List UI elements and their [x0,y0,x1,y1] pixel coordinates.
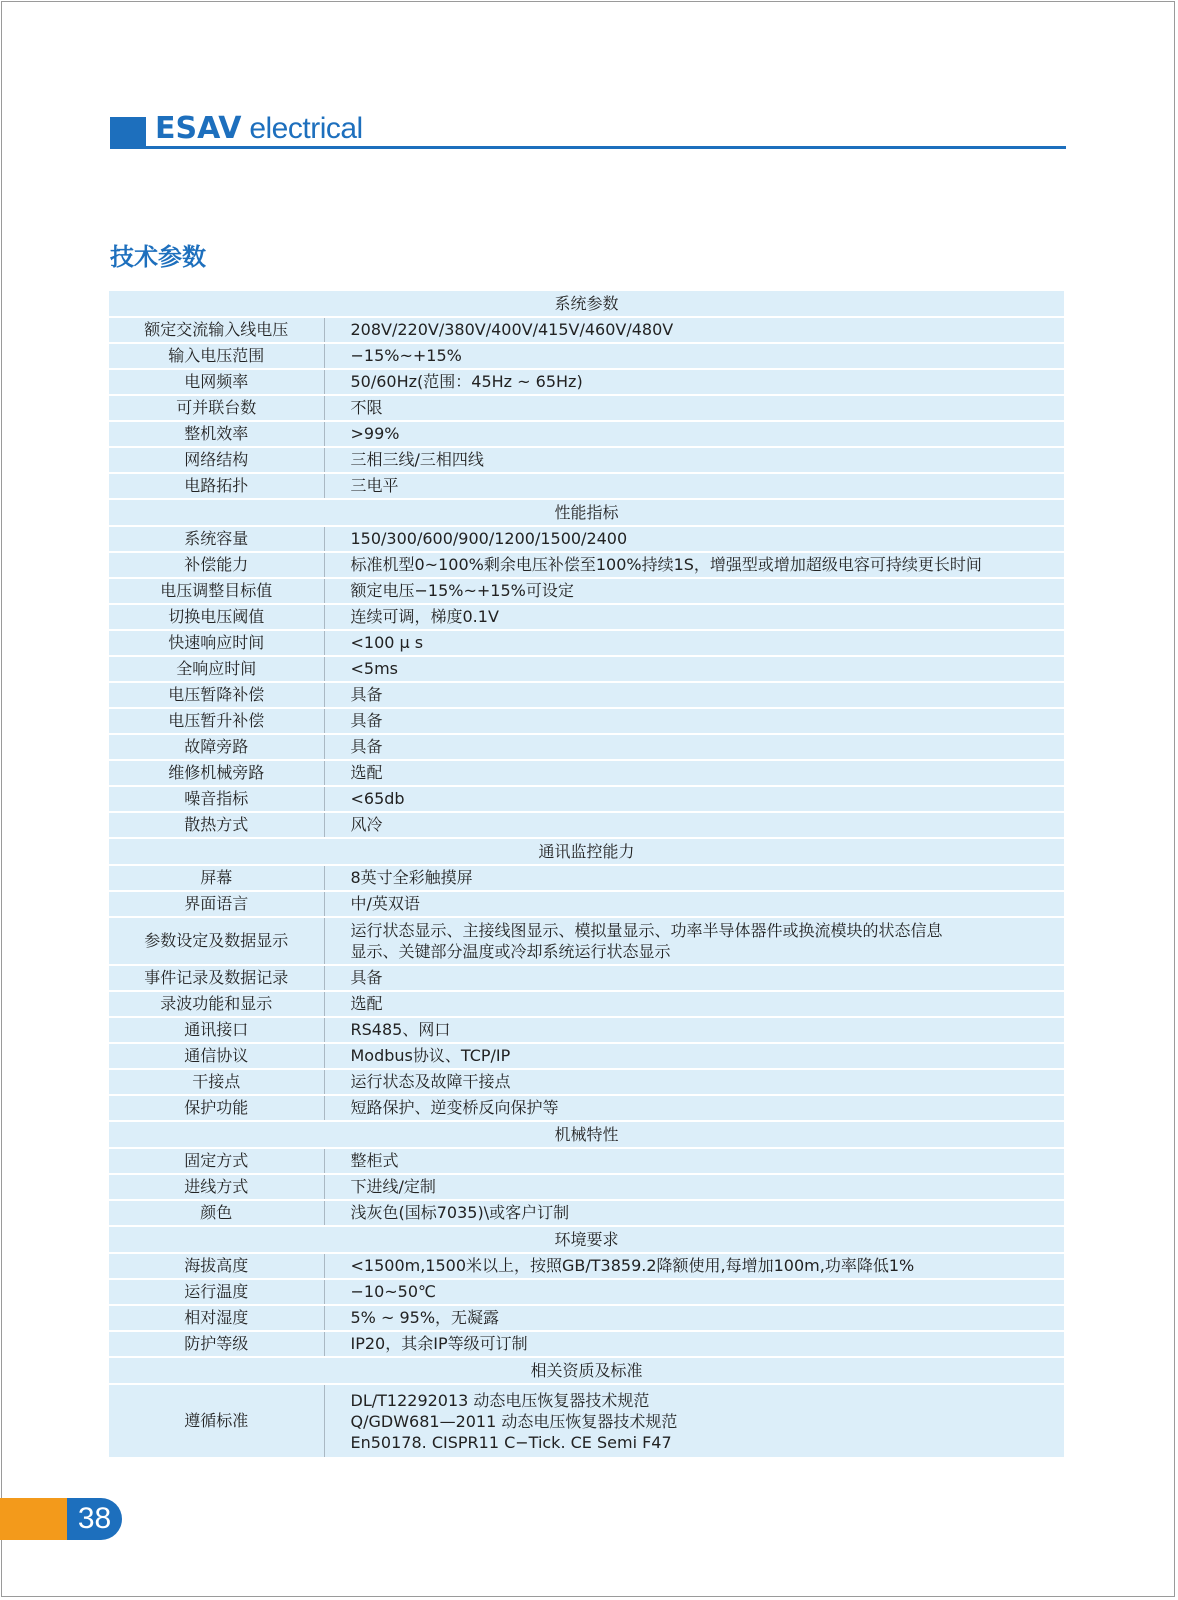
brand-light: electrical [241,112,363,145]
group-header-row [109,838,1064,865]
spec-row [109,682,1064,708]
spec-label: 电网频率 [109,369,324,395]
spec-label: 电路拓扑 [109,473,324,499]
spec-value: <1500m,1500米以上，按照GB/T3859.2降额使用,每增加100m,功率降低1% [324,1253,1064,1279]
spec-row [109,421,1064,447]
spec-row [109,891,1064,917]
spec-row [109,1384,1064,1458]
spec-label: 保护功能 [109,1095,324,1121]
spec-row [109,1305,1064,1331]
spec-row [109,760,1064,786]
spec-value: <100 μ s [324,630,1064,656]
spec-row [109,578,1064,604]
spec-row [109,991,1064,1017]
spec-value: 标准机型0~100%剩余电压补偿至100%持续1S，增强型或增加超级电容可持续更长时间 [324,552,1064,578]
spec-label: 遵循标准 [109,1384,324,1458]
group-header-row [109,291,1064,317]
spec-row [109,630,1064,656]
spec-label: 可并联台数 [109,395,324,421]
group-header-row [109,499,1064,526]
spec-row [109,865,1064,891]
brand-logo [155,111,363,147]
spec-label: 输入电压范围 [109,343,324,369]
spec-label: 整机效率 [109,421,324,447]
page-number: 38 [67,1498,122,1540]
spec-row [109,1017,1064,1043]
spec-row [109,734,1064,760]
spec-row [109,812,1064,838]
spec-value: 运行状态及故障干接点 [324,1069,1064,1095]
spec-label: 相对湿度 [109,1305,324,1331]
spec-value: 选配 [324,991,1064,1017]
spec-row [109,1253,1064,1279]
spec-label: 屏幕 [109,865,324,891]
spec-row [109,369,1064,395]
spec-value: 额定电压−15%~+15%可设定 [324,578,1064,604]
group-title: 系统参数 [109,291,1064,317]
spec-row [109,1279,1064,1305]
spec-row [109,1095,1064,1121]
spec-value: −15%~+15% [324,343,1064,369]
spec-row [109,1200,1064,1226]
page-accent-bar [0,1498,72,1540]
spec-value: 150/300/600/900/1200/1500/2400 [324,526,1064,552]
spec-label: 网络结构 [109,447,324,473]
spec-label: 电压调整目标值 [109,578,324,604]
spec-row [109,473,1064,499]
group-title: 相关资质及标准 [109,1357,1064,1384]
spec-row [109,1331,1064,1357]
spec-value: 具备 [324,682,1064,708]
spec-row [109,1174,1064,1200]
spec-value: 中/英双语 [324,891,1064,917]
spec-row [109,317,1064,343]
spec-row [109,1069,1064,1095]
spec-label: 全响应时间 [109,656,324,682]
spec-value: 具备 [324,708,1064,734]
spec-row [109,965,1064,991]
group-title: 环境要求 [109,1226,1064,1253]
header-divider [110,146,1066,149]
spec-value: 不限 [324,395,1064,421]
spec-value: 浅灰色(国标7035)\或客户订制 [324,1200,1064,1226]
spec-row [109,604,1064,630]
group-header-row [109,1357,1064,1384]
spec-table [109,291,1064,1459]
spec-row [109,552,1064,578]
spec-label: 通信协议 [109,1043,324,1069]
spec-value: 50/60Hz(范围：45Hz ~ 65Hz) [324,369,1064,395]
spec-value-line: DL/T12292013 动态电压恢复器技术规范 [350,1390,650,1410]
spec-label: 额定交流输入线电压 [109,317,324,343]
spec-value: >99% [324,421,1064,447]
spec-table-body [109,291,1064,1458]
spec-value: 8英寸全彩触摸屏 [324,865,1064,891]
spec-label: 故障旁路 [109,734,324,760]
spec-value: 具备 [324,965,1064,991]
spec-value: <65db [324,786,1064,812]
spec-label: 快速响应时间 [109,630,324,656]
group-title: 通讯监控能力 [109,838,1064,865]
spec-label: 防护等级 [109,1331,324,1357]
spec-label: 颜色 [109,1200,324,1226]
spec-label: 运行温度 [109,1279,324,1305]
spec-value-multiline [324,917,1064,965]
spec-label: 固定方式 [109,1148,324,1174]
logo-square [110,117,146,148]
spec-value-line: En50178. CISPR11 C−Tick. CE Semi F47 [350,1432,672,1452]
spec-value: 短路保护、逆变桥反向保护等 [324,1095,1064,1121]
spec-label: 系统容量 [109,526,324,552]
section-title: 技术参数 [110,243,206,271]
spec-label: 维修机械旁路 [109,760,324,786]
spec-row [109,447,1064,473]
spec-value-line: 运行状态显示、主接线图显示、模拟量显示、功率半导体器件或换流模块的状态信息 [350,921,943,940]
spec-value-line: 显示、关键部分温度或冷却系统运行状态显示 [350,942,671,961]
spec-label: 切换电压阈值 [109,604,324,630]
spec-value: 208V/220V/380V/400V/415V/460V/480V [324,317,1064,343]
spec-value: <5ms [324,656,1064,682]
brand-strong: ESAV [155,111,242,146]
spec-row [109,1148,1064,1174]
spec-label: 参数设定及数据显示 [109,917,324,965]
spec-label: 电压暂升补偿 [109,708,324,734]
spec-value-line: Q/GDW681—2011 动态电压恢复器技术规范 [350,1411,678,1431]
spec-row [109,917,1064,965]
spec-label: 干接点 [109,1069,324,1095]
spec-value: RS485、网口 [324,1017,1064,1043]
spec-row [109,786,1064,812]
group-header-row [109,1121,1064,1148]
group-header-row [109,1226,1064,1253]
spec-label: 界面语言 [109,891,324,917]
spec-value: 连续可调，梯度0.1V [324,604,1064,630]
spec-value: 下进线/定制 [324,1174,1064,1200]
spec-value: 选配 [324,760,1064,786]
spec-row [109,395,1064,421]
spec-value: IP20，其余IP等级可订制 [324,1331,1064,1357]
spec-row [109,656,1064,682]
spec-label: 录波功能和显示 [109,991,324,1017]
spec-value: 三电平 [324,473,1064,499]
spec-label: 进线方式 [109,1174,324,1200]
spec-label: 通讯接口 [109,1017,324,1043]
spec-row [109,1043,1064,1069]
spec-value: 风冷 [324,812,1064,838]
spec-label: 海拔高度 [109,1253,324,1279]
spec-label: 散热方式 [109,812,324,838]
spec-value-multiline [324,1384,1064,1458]
spec-value: −10~50℃ [324,1279,1064,1305]
spec-row [109,526,1064,552]
spec-row [109,343,1064,369]
spec-value: 5% ~ 95%，无凝露 [324,1305,1064,1331]
spec-row [109,708,1064,734]
spec-label: 事件记录及数据记录 [109,965,324,991]
spec-value: 整柜式 [324,1148,1064,1174]
spec-value: Modbus协议、TCP/IP [324,1043,1064,1069]
spec-value: 具备 [324,734,1064,760]
spec-label: 电压暂降补偿 [109,682,324,708]
spec-value: 三相三线/三相四线 [324,447,1064,473]
spec-label: 补偿能力 [109,552,324,578]
group-title: 性能指标 [109,499,1064,526]
spec-label: 噪音指标 [109,786,324,812]
group-title: 机械特性 [109,1121,1064,1148]
